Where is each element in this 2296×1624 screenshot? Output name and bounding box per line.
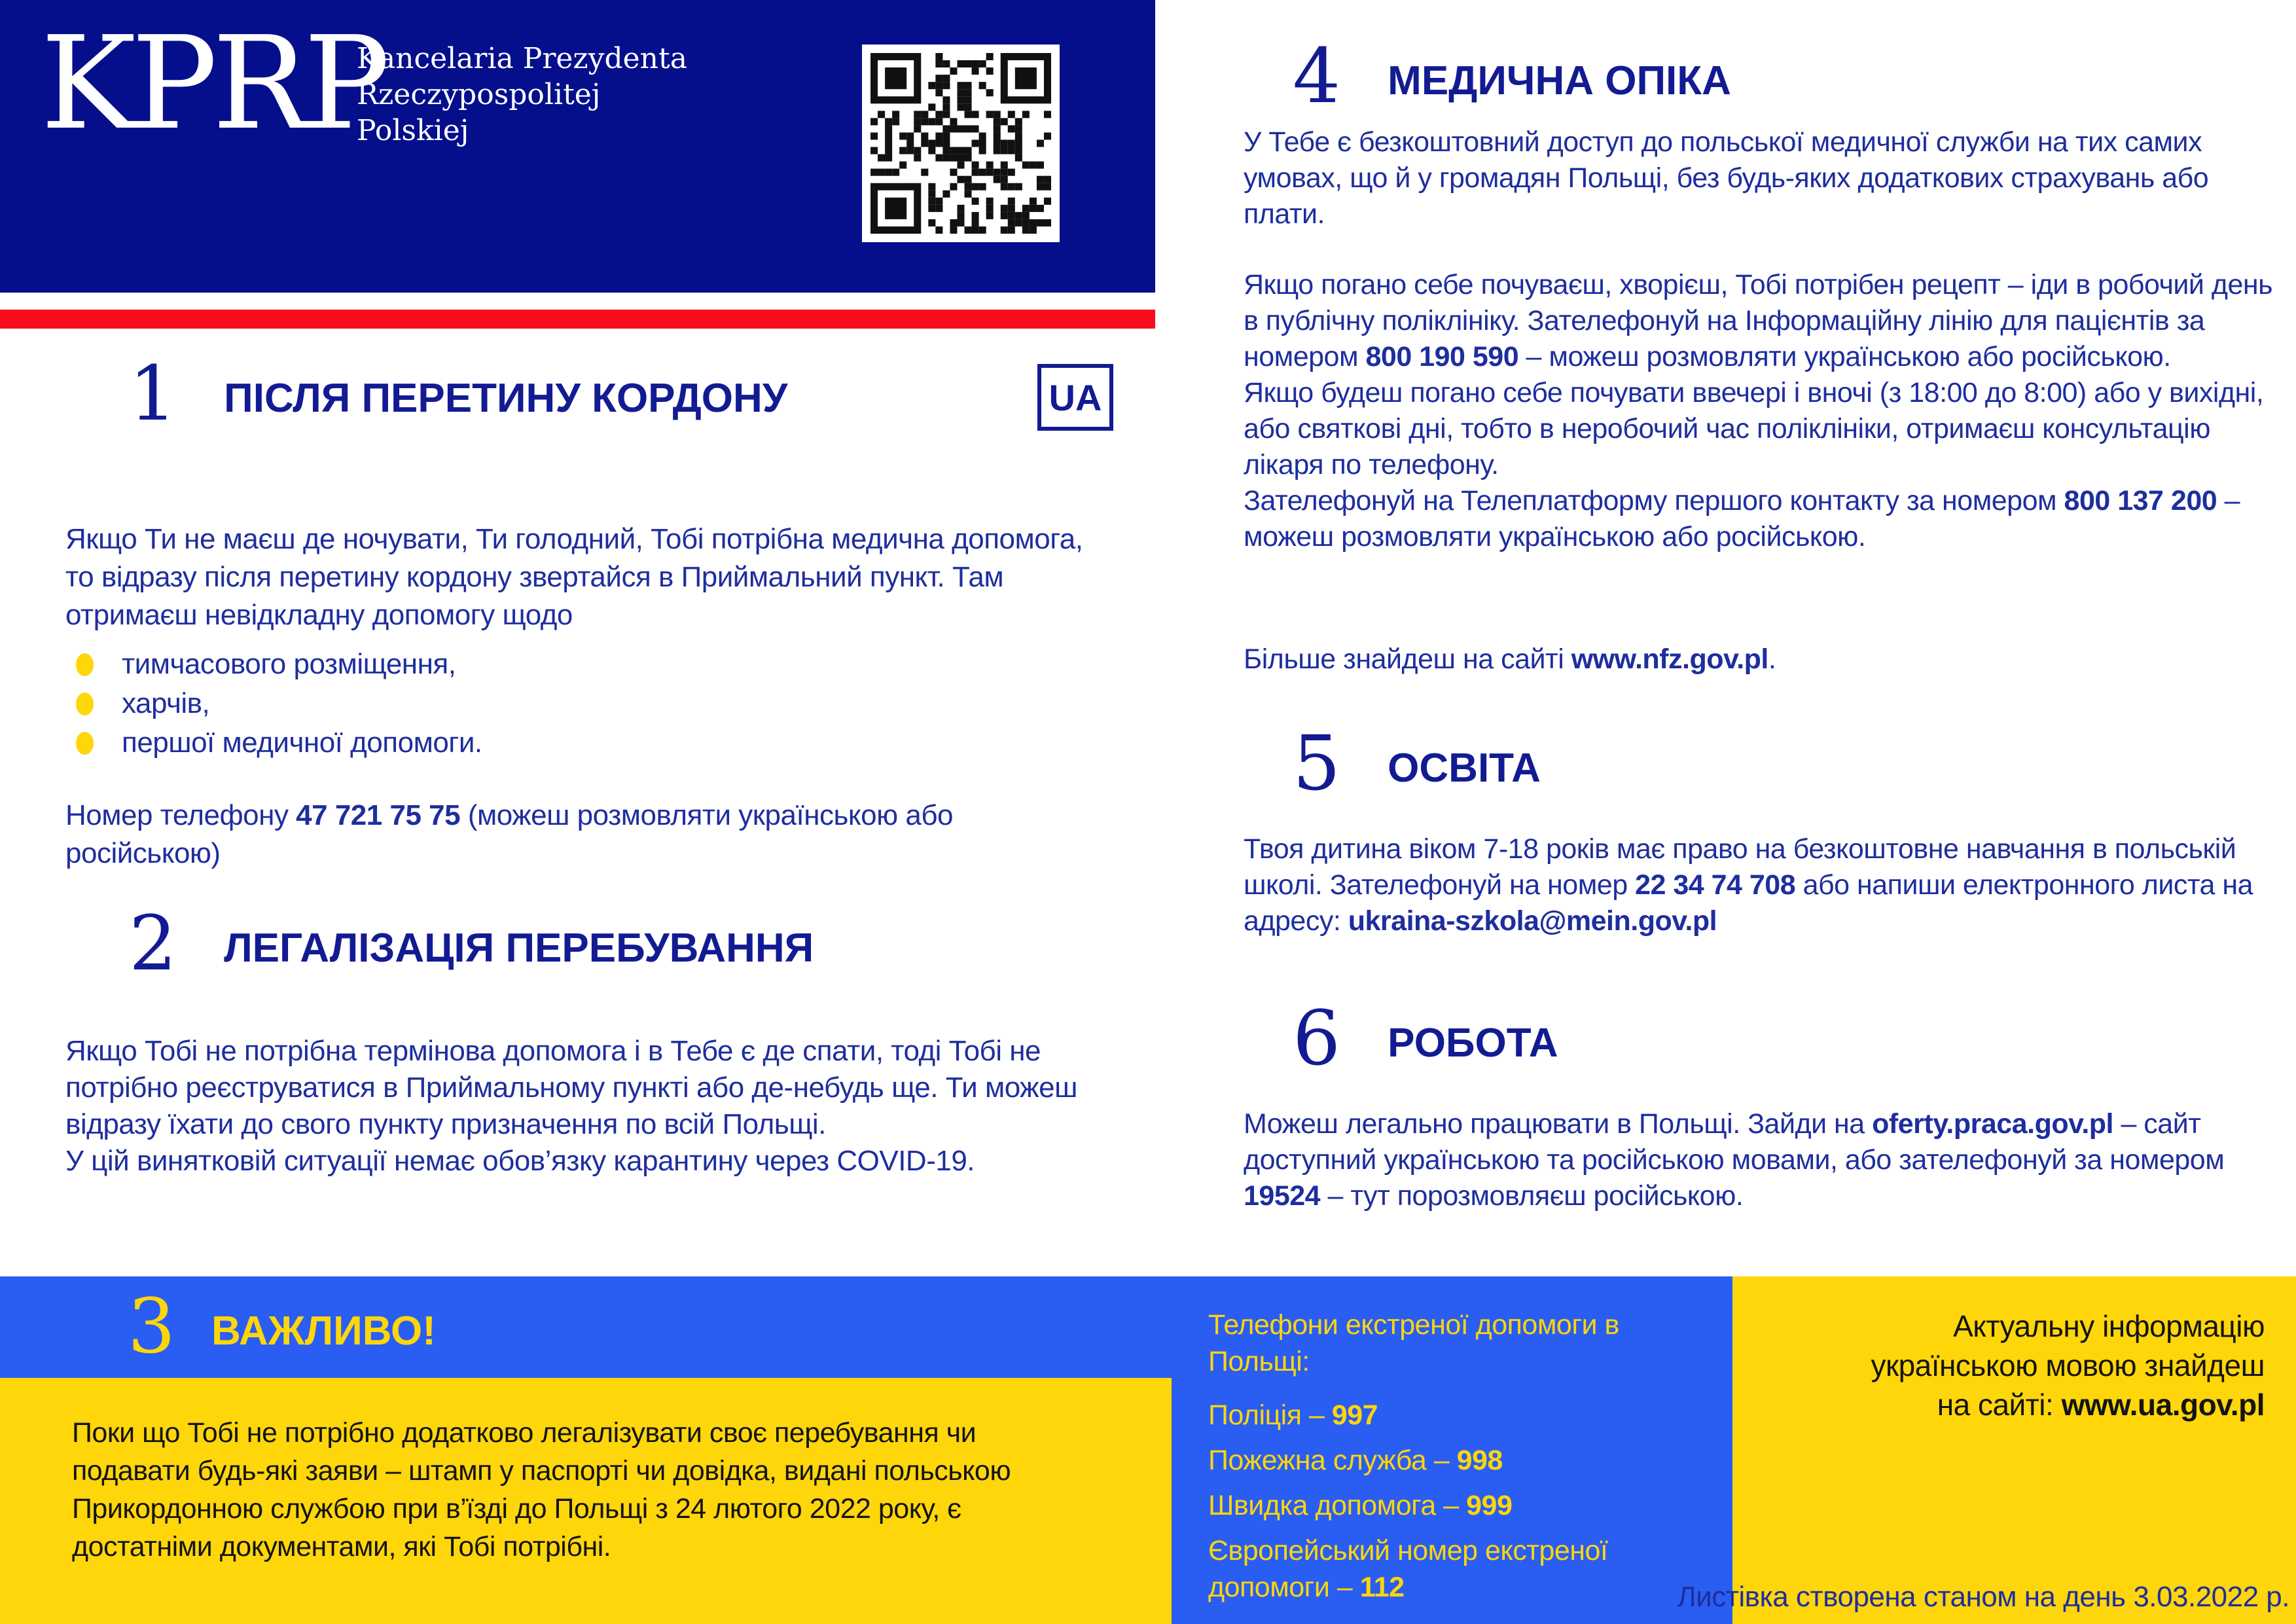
info-text — [1871, 1307, 2265, 1424]
emergency-item-fire: Пожежна служба – 998 — [1208, 1445, 1503, 1476]
section-2-title: ЛЕГАЛІЗАЦІЯ ПЕРЕБУВАННЯ — [224, 926, 814, 971]
section-3-title: ВАЖЛИВО! — [211, 1308, 436, 1354]
section-6-number: 6 — [1293, 995, 1341, 1083]
qr-code — [862, 45, 1060, 242]
section-2-number: 2 — [129, 900, 177, 988]
section-3-number: 3 — [128, 1283, 176, 1371]
bullet-list — [65, 645, 1090, 763]
section-2-header — [129, 900, 814, 988]
bullet-dot-icon — [76, 693, 94, 715]
org-name — [357, 41, 687, 149]
section-4-number: 4 — [1293, 33, 1341, 120]
language-badge-ua: UA — [1037, 364, 1113, 431]
section-3-band — [0, 1276, 1172, 1378]
paragraph: Якщо погано себе почуваєш, хворієш, Тобі потрібен рецепт – іди в робочий день в публічну поліклініку. Зателефонуй на Інформаційну лінію для пацієнтів за номером 800 190 590 – можеш розмовляти українською або російською. — [1244, 269, 2273, 372]
info-line: на сайті: www.ua.gov.pl — [1937, 1388, 2265, 1422]
section-6-header — [1293, 995, 1558, 1083]
section-4-body-2 — [1244, 267, 2274, 555]
bullet-item — [65, 645, 1090, 684]
section-2-body — [65, 1033, 1106, 1180]
bullet-text: тимчасового розміщення, — [122, 648, 456, 680]
kprp-logo: KPRP — [41, 9, 385, 158]
emergency-heading: Телефони екстреної допомоги в Польщі: — [1208, 1309, 1619, 1377]
section-5-body: Твоя дитина віком 7-18 років має право на безкоштовне навчання в польській школі. Зателефонуй на номер 22 34 74 708 або напиши електронного листа на адресу: ukraina-szkola@mein.gov.pl — [1244, 833, 2253, 937]
org-name-line: Rzeczypospolitej — [357, 78, 601, 111]
section-1-number: 1 — [129, 350, 177, 438]
paragraph: Якщо Тобі не потрібна термінова допомога і в Тебе є де спати, тоді Тобі не потрібно реєструватися в Приймальному пункті або де-небудь ще. Ти можеш відразу їхати до свого пункту призначення по всій Польщі. — [65, 1035, 1077, 1140]
paragraph: Якщо Ти не маєш де ночувати, Ти голодний, Тобі потрібна медична допомога, то відразу після перетину кордону звертайся в Приймальний пункт. Там отримаєш невідкладну допомогу щодо — [65, 523, 1083, 631]
paragraph: Якщо будеш погано себе почувати ввечері і вночі (з 18:00 до 8:00) або у вихідні, або святкові дні, тобто в неробочий час поліклініки, отримаєш консультацію лікаря по телефону. — [1244, 377, 2264, 480]
emergency-item-eu-112: Європейський номер екстреної допомоги – 112 — [1208, 1535, 1608, 1603]
emergency-item-police: Поліція – 997 — [1208, 1399, 1378, 1431]
section-4-title: МЕДИЧНА ОПІКА — [1388, 58, 1731, 103]
section-5-header — [1293, 720, 1541, 808]
phone-paragraph: Номер телефону 47 721 75 75 (можеш розмовляти українською або російською) — [65, 799, 954, 869]
section-1-body — [65, 520, 1090, 873]
section-1-header — [129, 350, 788, 438]
section-5-number: 5 — [1293, 720, 1341, 808]
bullet-item — [65, 684, 1090, 723]
section-4-body-1: У Тебе є безкоштовний доступ до польської медичної служби на тих самих умовах, що й у громадян Польщі, без будь-яких додаткових страхувань або плати. — [1244, 126, 2209, 230]
paragraph: У цій винятковій ситуації немає обов’язку карантину через COVID-19. — [65, 1145, 975, 1177]
section-6-body: Можеш легально працювати в Польщі. Зайди на oferty.praca.gov.pl – сайт доступний українською та російською мовами, або зателефонуй за номером 19524 – тут порозмовляєш російською. — [1244, 1108, 2225, 1212]
section-4-body-3: Більше знайдеш на сайті www.nfz.gov.pl. — [1244, 643, 1776, 675]
section-1-title: ПІСЛЯ ПЕРЕТИНУ КОРДОНУ — [224, 376, 788, 421]
header — [0, 0, 1155, 293]
bullet-dot-icon — [76, 732, 94, 755]
paragraph: Зателефонуй на Телеплатформу першого контакту за номером 800 137 200 – можеш розмовляти українською або російською. — [1244, 485, 2240, 552]
qr-pattern-icon — [870, 53, 1051, 234]
org-name-line: Polskiej — [357, 114, 469, 147]
bullet-text: першої медичної допомоги. — [122, 727, 482, 759]
emergency-panel — [1172, 1276, 1732, 1624]
bullet-item — [65, 723, 1090, 763]
emergency-item-ambulance: Швидка допомога – 999 — [1208, 1490, 1513, 1521]
bullet-dot-icon — [76, 653, 94, 676]
section-4-header — [1293, 33, 1731, 120]
info-line: Актуальну інформацію — [1953, 1309, 2265, 1343]
bullet-text: харчів, — [122, 687, 210, 719]
section-5-title: ОСВІТА — [1388, 746, 1541, 791]
info-panel — [1677, 1276, 2296, 1624]
org-name-line: Kancelaria Prezydenta — [357, 42, 687, 75]
section-6-title: РОБОТА — [1388, 1020, 1558, 1066]
info-line: українською мовою знайдеш — [1871, 1348, 2265, 1382]
polish-flag-red-stripe — [0, 310, 1155, 329]
footer-note: Листівка створена станом на день 3.03.2022 р. — [1677, 1581, 2289, 1613]
section-3-body: Поки що Тобі не потрібно додатково легалізувати своє перебування чи подавати будь-які заяви – штамп у паспорті чи довідка, видані польською Прикордонною службою при в’їзді до Польщі з 24 лютого 2022 року, є достатніми документами, які Тобі потрібні. — [72, 1417, 1011, 1562]
